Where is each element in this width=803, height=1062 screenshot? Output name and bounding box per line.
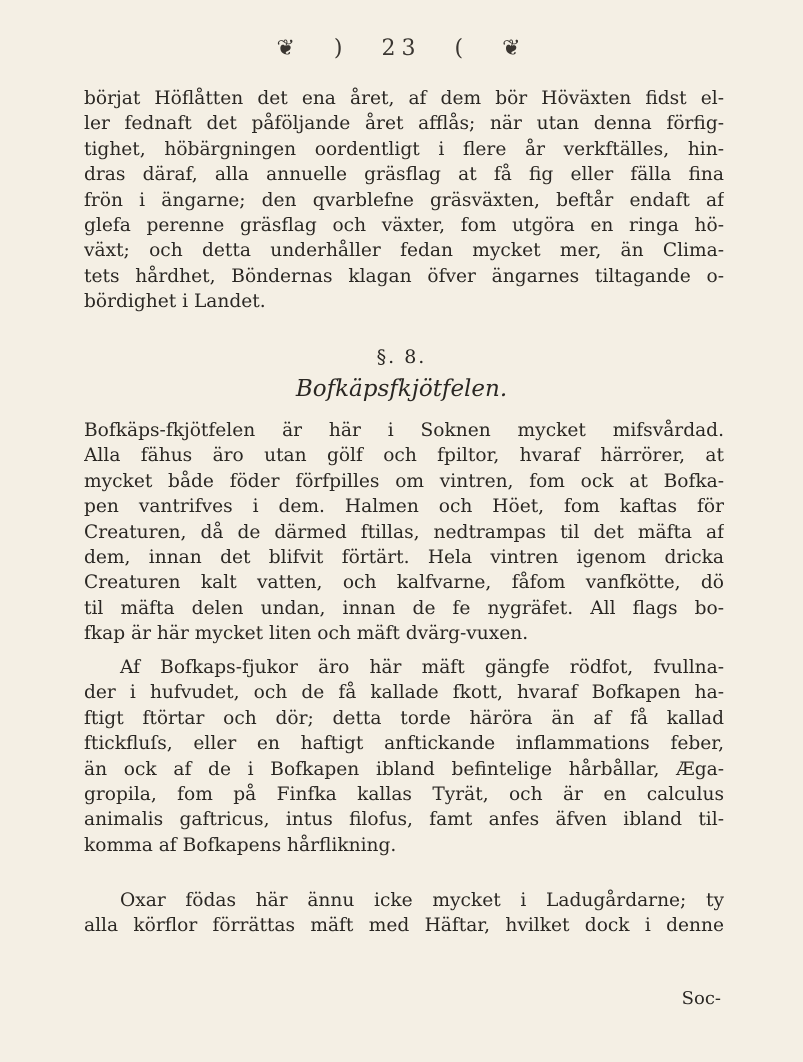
text-line: växt; och detta underhåller fedan mycket mer, än Clima- — [84, 240, 724, 262]
text-line: tighet, höbärgningen oordentligt i flere år verkftälles, hin- — [84, 138, 724, 160]
text-line: Creaturen kalt vatten, och kalfvarne, fåfom vanfkötte, dö — [84, 572, 724, 594]
text-line: dras däraf, alla annuelle gräsflag at få fig eller fälla fina — [84, 164, 724, 186]
section-number: §. 8. — [376, 346, 427, 368]
text-line: glefa perenne gräsflag och växter, fom utgöra en ringa hö- — [84, 215, 724, 237]
text-line: animalis gaftricus, intus filofus, famt anfes äfven ibland til- — [84, 809, 724, 831]
text-line: Af Bofkaps-fjukor äro här mäft gängfe rödfot, fvullna- — [120, 657, 724, 678]
text-line: Oxar födas här ännu icke mycket i Ladugårdarne; ty — [120, 890, 724, 911]
text-line: Alla fähus äro utan gölf och fpiltor, hvaraf härrörer, at — [84, 445, 724, 467]
text-line: ftickfluſs, eller en haftigt anftickande inflammations feber, — [84, 733, 724, 755]
header-paren-right: ( — [454, 36, 470, 61]
text-line: pen vantrifves i dem. Halmen och Höet, fom kaftas för — [84, 496, 724, 518]
section-title: Bofkäpsfkjötfelen. — [295, 376, 508, 402]
text-line: Creaturen, då de därmed ftillas, nedtrampas til det mäfta af — [84, 521, 724, 543]
text-line: der i hufvudet, och de få kallade fkott, hvaraf Bofkapen ha- — [84, 682, 724, 704]
text-line: än ock af de i Bofkapen ibland befintelige hårbållar, Æga- — [84, 758, 724, 780]
text-line: tets hårdhet, Böndernas klagan öfver ängarnes tiltagande o- — [84, 265, 724, 287]
fleuron-left-icon: ❦ — [276, 36, 301, 61]
text-line: komma af Bofkapens hårflikning. — [84, 834, 397, 856]
page-number: 23 — [381, 36, 422, 61]
text-line: ftigt ftörtar och dör; detta torde häröra än af få kallad — [84, 707, 724, 729]
text-line: börjat Höflåtten det ena året, af dem bör Höväxten fidst el- — [84, 88, 724, 109]
fleuron-right-icon: ❦ — [502, 36, 527, 61]
paragraph-livestock-diseases — [84, 655, 724, 858]
text-line: alla körflor förrättas mäft med Häftar, hvilket dock i denne — [84, 915, 724, 937]
catchword: Soc- — [681, 988, 721, 1009]
text-line: bördighet i Landet. — [84, 291, 266, 313]
text-line: gropila, fom på Finfka kallas Tyrät, och är en calculus — [84, 784, 724, 806]
header-paren-left: ) — [333, 36, 349, 61]
text-line: ler fednaft det påföljande året afflås; när utan denna förfig- — [84, 113, 724, 135]
text-line: mycket både föder förfpilles om vintren, fom ock at Bofka- — [84, 470, 724, 492]
text-line: dem, innan det blifvit förtärt. Hela vintren igenom dricka — [84, 547, 724, 569]
paragraph-livestock-care — [84, 418, 724, 647]
text-line: fkap är här mycket liten och mäft dvärg-vuxen. — [84, 623, 529, 645]
text-line: frön i ängarne; den qvarblefne gräsväxten, beftår endaft af — [84, 189, 724, 211]
paragraph-hay-harvest — [84, 86, 724, 315]
text-line: Bofkäps-fkjötfelen är här i Soknen mycket mifsvårdad. — [84, 420, 724, 441]
text-line: til mäfta delen undan, innan de fe nygräfet. All flags bo- — [84, 597, 724, 619]
paragraph-oxen — [84, 888, 724, 939]
page-header — [0, 36, 803, 61]
